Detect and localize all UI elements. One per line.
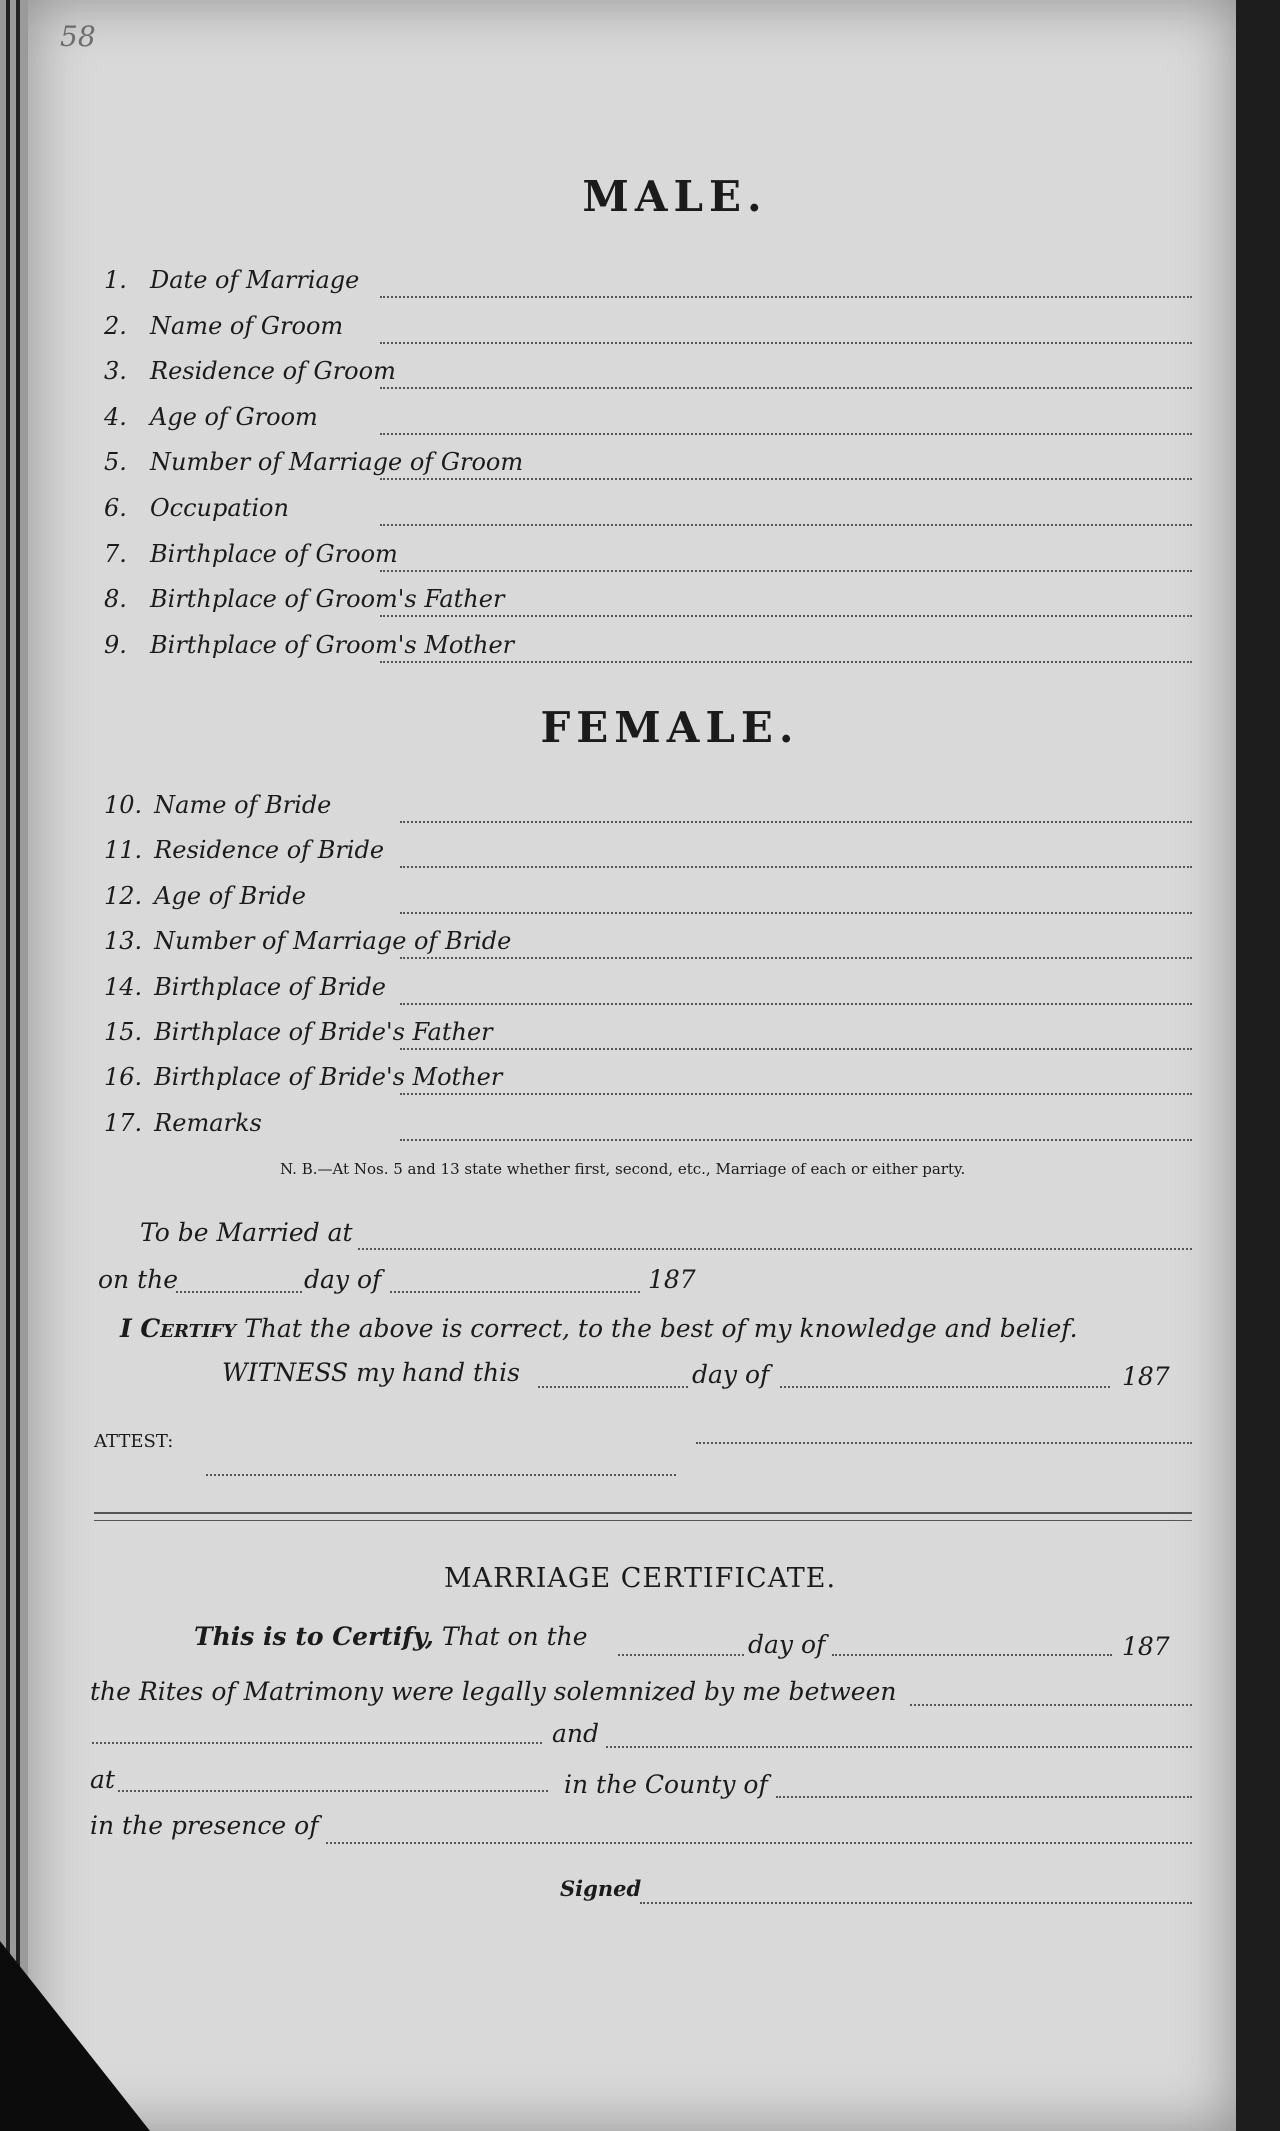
male-field-label: Name of Groom [150,311,344,340]
male-field-number: 5. [104,448,127,477]
section-divider [94,1520,1192,1521]
female-field-number: 11. [104,836,143,865]
female-field-row [104,882,306,916]
female-field-row [104,1063,502,1097]
presence-field[interactable] [326,1842,1192,1844]
male-field-number: 4. [104,402,127,431]
male-field-label: Occupation [150,494,289,522]
married-day-field[interactable] [176,1291,302,1293]
married-at-field[interactable] [358,1248,1192,1250]
female-field-label: Birthplace of Bride's Mother [154,1063,503,1092]
binding-line [16,0,20,2131]
certificate-day-of-label: day of [748,1630,826,1659]
male-field-entry-line[interactable] [380,615,1192,617]
married-at-label: To be Married at [140,1218,353,1247]
binding-line [6,0,10,2131]
male-field-entry-line[interactable] [380,387,1192,389]
county-field[interactable] [776,1796,1192,1798]
on-the-label: on the [98,1265,179,1294]
certificate-month-field[interactable] [832,1654,1112,1656]
certify-text: That the above is correct, to the best of my knowledge and belief. [244,1314,1078,1343]
female-field-label: Birthplace of Bride [154,972,386,1001]
female-heading: FEMALE. [540,703,800,752]
female-field-label: Age of Bride [154,881,307,910]
female-field-row [104,791,331,825]
page-number: 58 [60,20,96,53]
female-field-entry-line[interactable] [400,912,1192,914]
male-field-entry-line[interactable] [380,296,1192,298]
male-field-entry-line[interactable] [380,433,1192,435]
male-field-entry-line[interactable] [380,478,1192,480]
female-field-number: 13. [104,927,143,956]
rites-field[interactable] [910,1704,1192,1706]
female-field-number: 17. [104,1108,143,1137]
male-field-number: 7. [104,539,127,568]
certificate-day-field[interactable] [618,1654,744,1656]
male-field-number: 1. [104,266,127,294]
bride-field[interactable] [606,1746,1192,1748]
page-edge [1236,0,1280,2131]
male-field-label: Residence of Groom [150,357,396,386]
male-field-label: Date of Marriage [150,266,360,294]
male-field-row [104,312,343,346]
female-field-number: 16. [104,1063,143,1092]
witness-month-field[interactable] [780,1386,1110,1388]
section-divider [94,1512,1192,1514]
male-field-row [104,403,318,437]
female-field-row [104,973,386,1007]
male-field-row [104,631,514,665]
presence-label: in the presence of [90,1811,319,1840]
male-field-entry-line[interactable] [380,661,1192,663]
male-field-row [104,585,504,619]
male-field-entry-line[interactable] [380,342,1192,344]
female-field-row [104,836,384,870]
female-field-row [104,927,511,961]
female-field-number: 10. [104,791,143,819]
male-field-row [104,494,289,528]
female-field-row [104,1109,262,1143]
certify-lead: I Certify [120,1314,237,1343]
married-year: 187 [648,1265,696,1294]
male-field-label: Number of Marriage of Groom [150,448,524,477]
male-field-label: Birthplace of Groom's Mother [150,630,515,659]
groom-field[interactable] [92,1742,542,1744]
signed-label: Signed [560,1876,642,1901]
instruction-note: N. B.—At Nos. 5 and 13 state whether first, second, etc., Marriage of each or either party. [280,1160,966,1178]
female-field-label: Remarks [154,1108,262,1137]
female-field-entry-line[interactable] [400,866,1192,868]
male-field-number: 8. [104,585,127,614]
male-field-label: Birthplace of Groom [150,539,398,568]
male-heading: MALE. [582,172,768,221]
male-field-number: 3. [104,357,127,386]
male-field-entry-line[interactable] [380,570,1192,572]
female-field-number: 14. [104,972,143,1001]
certificate-year: 187 [1122,1632,1170,1661]
signed-field[interactable] [640,1902,1192,1904]
male-field-number: 2. [104,311,127,340]
male-field-number: 6. [104,494,127,522]
male-field-number: 9. [104,630,127,659]
place-field[interactable] [118,1790,548,1792]
at-label: at [90,1765,115,1794]
witness-day-of-label: day of [692,1360,770,1389]
male-field-row [104,266,359,300]
male-field-row [104,540,398,574]
female-field-number: 12. [104,881,143,910]
book-binding [0,0,28,2131]
witness-year: 187 [1122,1362,1170,1391]
attest-witness-field[interactable] [206,1474,676,1476]
female-field-entry-line[interactable] [400,1093,1192,1095]
married-day-of-label: day of [304,1265,382,1294]
female-field-label: Birthplace of Bride's Father [154,1018,493,1046]
female-field-row [104,1018,493,1052]
female-field-number: 15. [104,1018,143,1046]
female-field-label: Residence of Bride [154,836,385,865]
county-label: in the County of [564,1770,768,1799]
and-label: and [552,1719,600,1748]
female-field-label: Number of Marriage of Bride [154,927,512,956]
female-field-label: Name of Bride [154,791,332,819]
certificate-lead: This is to Certify, [194,1622,434,1651]
female-field-entry-line[interactable] [400,1139,1192,1141]
attest-label: ATTEST: [94,1431,174,1452]
that-on-the-label: That on the [441,1622,588,1651]
female-field-entry-line[interactable] [400,1003,1192,1005]
male-field-row [104,448,523,482]
female-field-entry-line[interactable] [400,957,1192,959]
female-field-entry-line[interactable] [400,821,1192,823]
male-field-entry-line[interactable] [380,524,1192,526]
male-field-row [104,357,396,391]
page-corner-fold [0,1941,150,2131]
certificate-title: MARRIAGE CERTIFICATE. [443,1563,837,1594]
female-field-entry-line[interactable] [400,1048,1192,1050]
male-field-label: Birthplace of Groom's Father [150,585,505,614]
male-field-label: Age of Groom [150,402,318,431]
witness-day-field[interactable] [538,1386,688,1388]
attest-signature-field[interactable] [696,1442,1192,1444]
married-month-field[interactable] [390,1291,640,1293]
witness-label: WITNESS my hand this [222,1358,520,1387]
rites-text: the Rites of Matrimony were legally solemnized by me between [90,1677,897,1706]
